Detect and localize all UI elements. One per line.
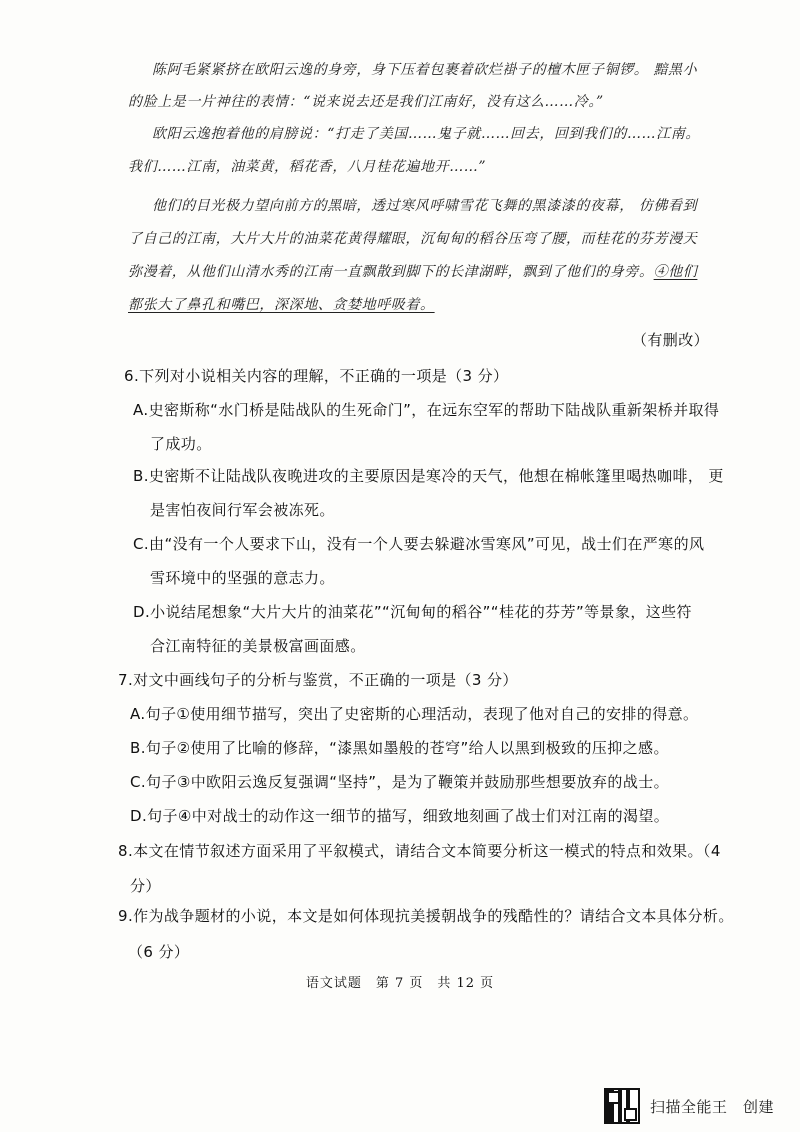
passage-line: 的脸上是一片神往的表情：“说来说去还是我们江南好，没有这么……冷。” — [128, 94, 604, 110]
question-6-option-c-cont: 雪环境中的坚强的意志力。 — [150, 569, 335, 587]
question-6-stem: 6.下列对小说相关内容的理解，不正确的一项是（3 分） — [124, 367, 509, 385]
passage-line: 陈阿毛紧紧挤在欧阳云逸的身旁，身下压着包裹着砍烂褂子的檀木匣子铜锣。 黯黑小 — [152, 62, 698, 78]
question-9: 9.作为战争题材的小说，本文是如何体现抗美援朝战争的残酷性的？请结合文本具体分析。 — [118, 907, 734, 925]
question-6-option-b-cont: 是害怕夜间行军会被冻死。 — [150, 501, 335, 519]
passage-line: 欧阳云逸抱着他的肩膀说：“打走了美国……鬼子就……回去，回到我们的……江南。 — [152, 126, 700, 142]
question-6-option-b: B.史密斯不让陆战队夜晚进攻的主要原因是寒冷的天气，他想在棉帐篷里喝热咖啡， 更 — [133, 467, 724, 485]
edit-note: （有删改） — [632, 331, 710, 349]
question-7-option-c: C.句子③中欧阳云逸反复强调“坚持”，是为了鞭策并鼓励那些想要放弃的战士。 — [130, 773, 670, 791]
question-8-cont: 分） — [130, 877, 161, 895]
passage-line: 他们的目光极力望向前方的黑暗，透过寒风呼啸雪花飞舞的黑漆漆的夜幕， 仿佛看到 — [152, 198, 698, 214]
question-7-option-b: B.句子②使用了比喻的修辞，“漆黑如墨般的苍穹”给人以黑到极致的压抑之感。 — [130, 739, 669, 757]
scanner-watermark — [604, 1086, 774, 1126]
watermark-text: 扫描全能王 创建 — [649, 1097, 774, 1116]
question-6-option-a: A.史密斯称“水门桥是陆战队的生死命门”，在远东空军的帮助下陆战队重新架桥并取得 — [133, 401, 720, 419]
question-6-option-c: C.由“没有一个人要求下山，没有一个人要去躲避冰雪寒风”可见，战士们在严寒的风 — [133, 535, 705, 553]
question-6-option-a-cont: 了成功。 — [150, 435, 212, 453]
question-9-cont: （6 分） — [128, 943, 190, 961]
underlined-sentence-4-cont: 都张大了鼻孔和嘴巴，深深地、贪婪地呼吸着。 — [128, 297, 435, 313]
question-6-option-d-cont: 合江南特征的美景极富画面感。 — [150, 637, 366, 655]
passage-text: 弥漫着，从他们山清水秀的江南一直飘散到脚下的长津湖畔，飘到了他们的身旁。 — [128, 264, 654, 280]
question-7-option-d: D.句子④中对战士的动作这一细节的描写，细致地刻画了战士们对江南的渴望。 — [130, 807, 670, 825]
passage-line: 了自己的江南，大片大片的油菜花黄得耀眼，沉甸甸的稻谷压弯了腰，而桂花的芬芳漫天 — [128, 231, 698, 247]
qr-code-icon — [604, 1088, 640, 1124]
question-7-option-a: A.句子①使用细节描写，突出了史密斯的心理活动，表现了他对自己的安排的得意。 — [130, 705, 699, 723]
question-7-stem: 7.对文中画线句子的分析与鉴赏，不正确的一项是（3 分） — [118, 671, 518, 689]
question-8: 8.本文在情节叙述方面采用了平叙模式，请结合文本简要分析这一模式的特点和效果。（4 — [118, 842, 721, 860]
question-6-option-d: D.小说结尾想象“大片大片的油菜花”“沉甸甸的稻谷”“桂花的芬芳”等景象，这些符 — [133, 603, 692, 621]
passage-line: 我们……江南，油菜黄，稻花香，八月桂花遍地开……” — [128, 159, 487, 175]
passage-line — [128, 262, 697, 282]
underlined-sentence-4: ④他们 — [653, 264, 698, 280]
page-footer: 语文试题 第 7 页 共 12 页 — [305, 976, 495, 991]
